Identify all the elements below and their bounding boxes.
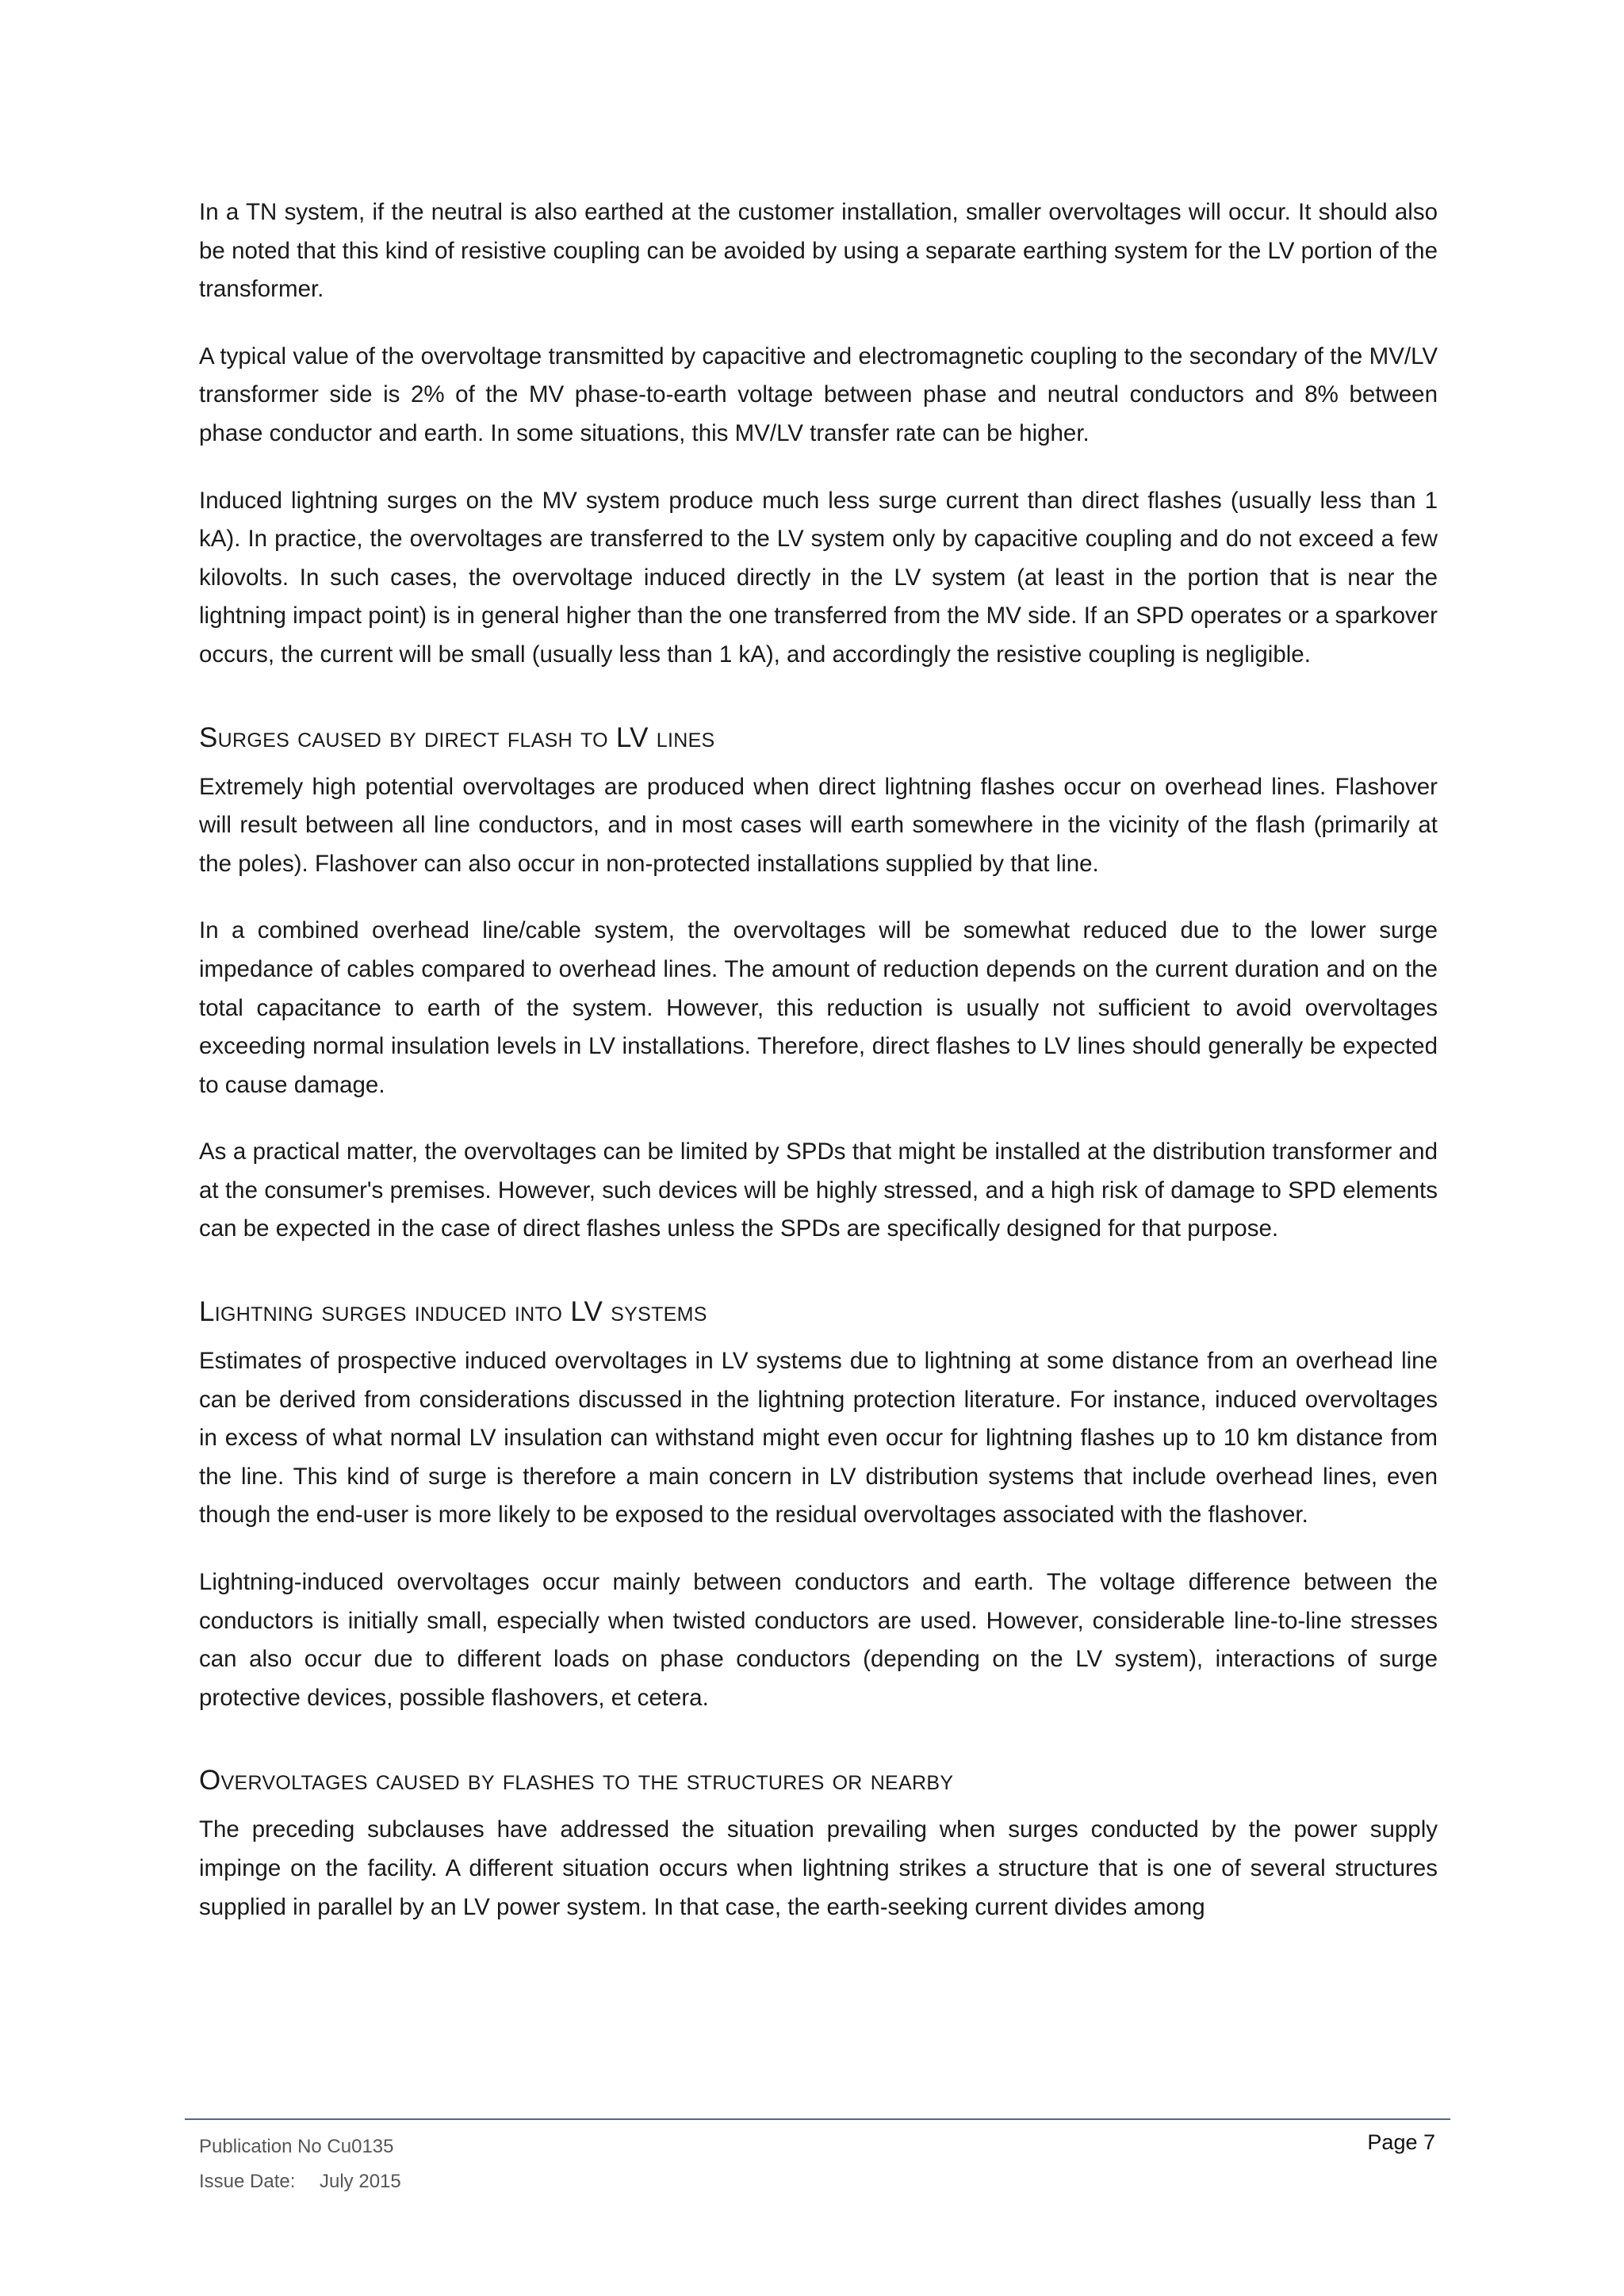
footer-info (199, 2130, 401, 2199)
paragraph: In a combined overhead line/cable system, the overvoltages will be somewhat reduced due to the lower surge impedance of cables compared to overhead lines. The amount of reduction depends on the current duration and on the total capacitance to earth of the system. However, this reduction is usually not sufficient to avoid overvoltages exceeding normal insulation levels in LV installations. Therefore, direct flashes to LV lines should generally be expected to cause damage. (199, 917, 1438, 1098)
paragraph: The preceding subclauses have addressed the situation prevailing when surges conducted by the power supply impinge on the facility. A different situation occurs when lightning strikes a structure that is one of several structures supplied in parallel by an LV power system. In that case, the earth-seeking current divides among (199, 1816, 1438, 1920)
paragraph: Estimates of prospective induced overvoltages in LV systems due to lightning at some distance from an overhead line can be derived from considerations discussed in the lightning protection literature. For instance, induced overvoltages in excess of what normal LV insulation can withstand might even occur for lightning flashes up to 10 km distance from the line. This kind of surge is therefore a main concern in LV distribution systems that include overhead lines, even though the end-user is more likely to be exposed to the residual overvoltages associated with the flashover. (199, 1348, 1438, 1529)
paragraph: Lightning-induced overvoltages occur mainly between conductors and earth. The voltage difference between the conductors is initially small, especially when twisted conductors are used. However, considerable line-to-line stresses can also occur due to different loads on phase conductors (depending on the LV system), interactions of surge protective devices, possible flashovers, et cetera. (199, 1569, 1438, 1711)
issue-date-line (199, 2164, 401, 2199)
section-heading-structures: Overvoltages caused by flashes to the structures or nearby (199, 1765, 954, 1797)
section-heading-induced: Lightning surges induced into LV systems (199, 1296, 707, 1328)
page-body (199, 193, 1438, 1955)
paragraph: As a practical matter, the overvoltages can be limited by SPDs that might be installed at the distribution transformer and at the consumer's premises. However, such devices will be highly stressed, and a high risk of damage to SPD elements can be expected in the case of direct flashes unless the SPDs are specifically designed for that purpose. (199, 1138, 1438, 1242)
paragraph: Extremely high potential overvoltages are produced when direct lightning flashes occur on overhead lines. Flashover will result between all line conductors, and in most cases will earth somewhere in the vicinity of the flash (primarily at the poles). Flashover can also occur in non-protected installations supplied by that line. (199, 773, 1438, 877)
issue-date-label: Issue Date: (199, 2171, 296, 2192)
paragraph: In a TN system, if the neutral is also earthed at the customer installation, smaller overvoltages will occur. It should also be noted that this kind of resistive coupling can be avoided by using a separate earthing system for the LV portion of the transformer. (199, 199, 1438, 303)
publication-number: Publication No Cu0135 (199, 2136, 394, 2157)
section-heading-direct-flash: Surges caused by direct flash to LV lines (199, 721, 715, 753)
footer-divider (185, 2118, 1450, 2120)
issue-date-value: July 2015 (320, 2171, 401, 2192)
paragraph: Induced lightning surges on the MV system produce much less surge current than direct flashes (usually less than 1 kA). In practice, the overvoltages are transferred to the LV system only by capacitive coupling and do not exceed a few kilovolts. In such cases, the overvoltage induced directly in the LV system (at least in the portion that is near the lightning impact point) is in general higher than the one transferred from the MV side. If an SPD operates or a sparkover occurs, the current will be small (usually less than 1 kA), and accordingly the resistive coupling is negligible. (199, 487, 1438, 668)
paragraph: A typical value of the overvoltage transmitted by capacitive and electromagnetic coupling to the secondary of the MV/LV transformer side is 2% of the MV phase-to-earth voltage between phase and neutral conductors and 8% between phase conductor and earth. In some situations, this MV/LV transfer rate can be higher. (199, 342, 1438, 446)
page-number: Page 7 (1367, 2130, 1435, 2154)
